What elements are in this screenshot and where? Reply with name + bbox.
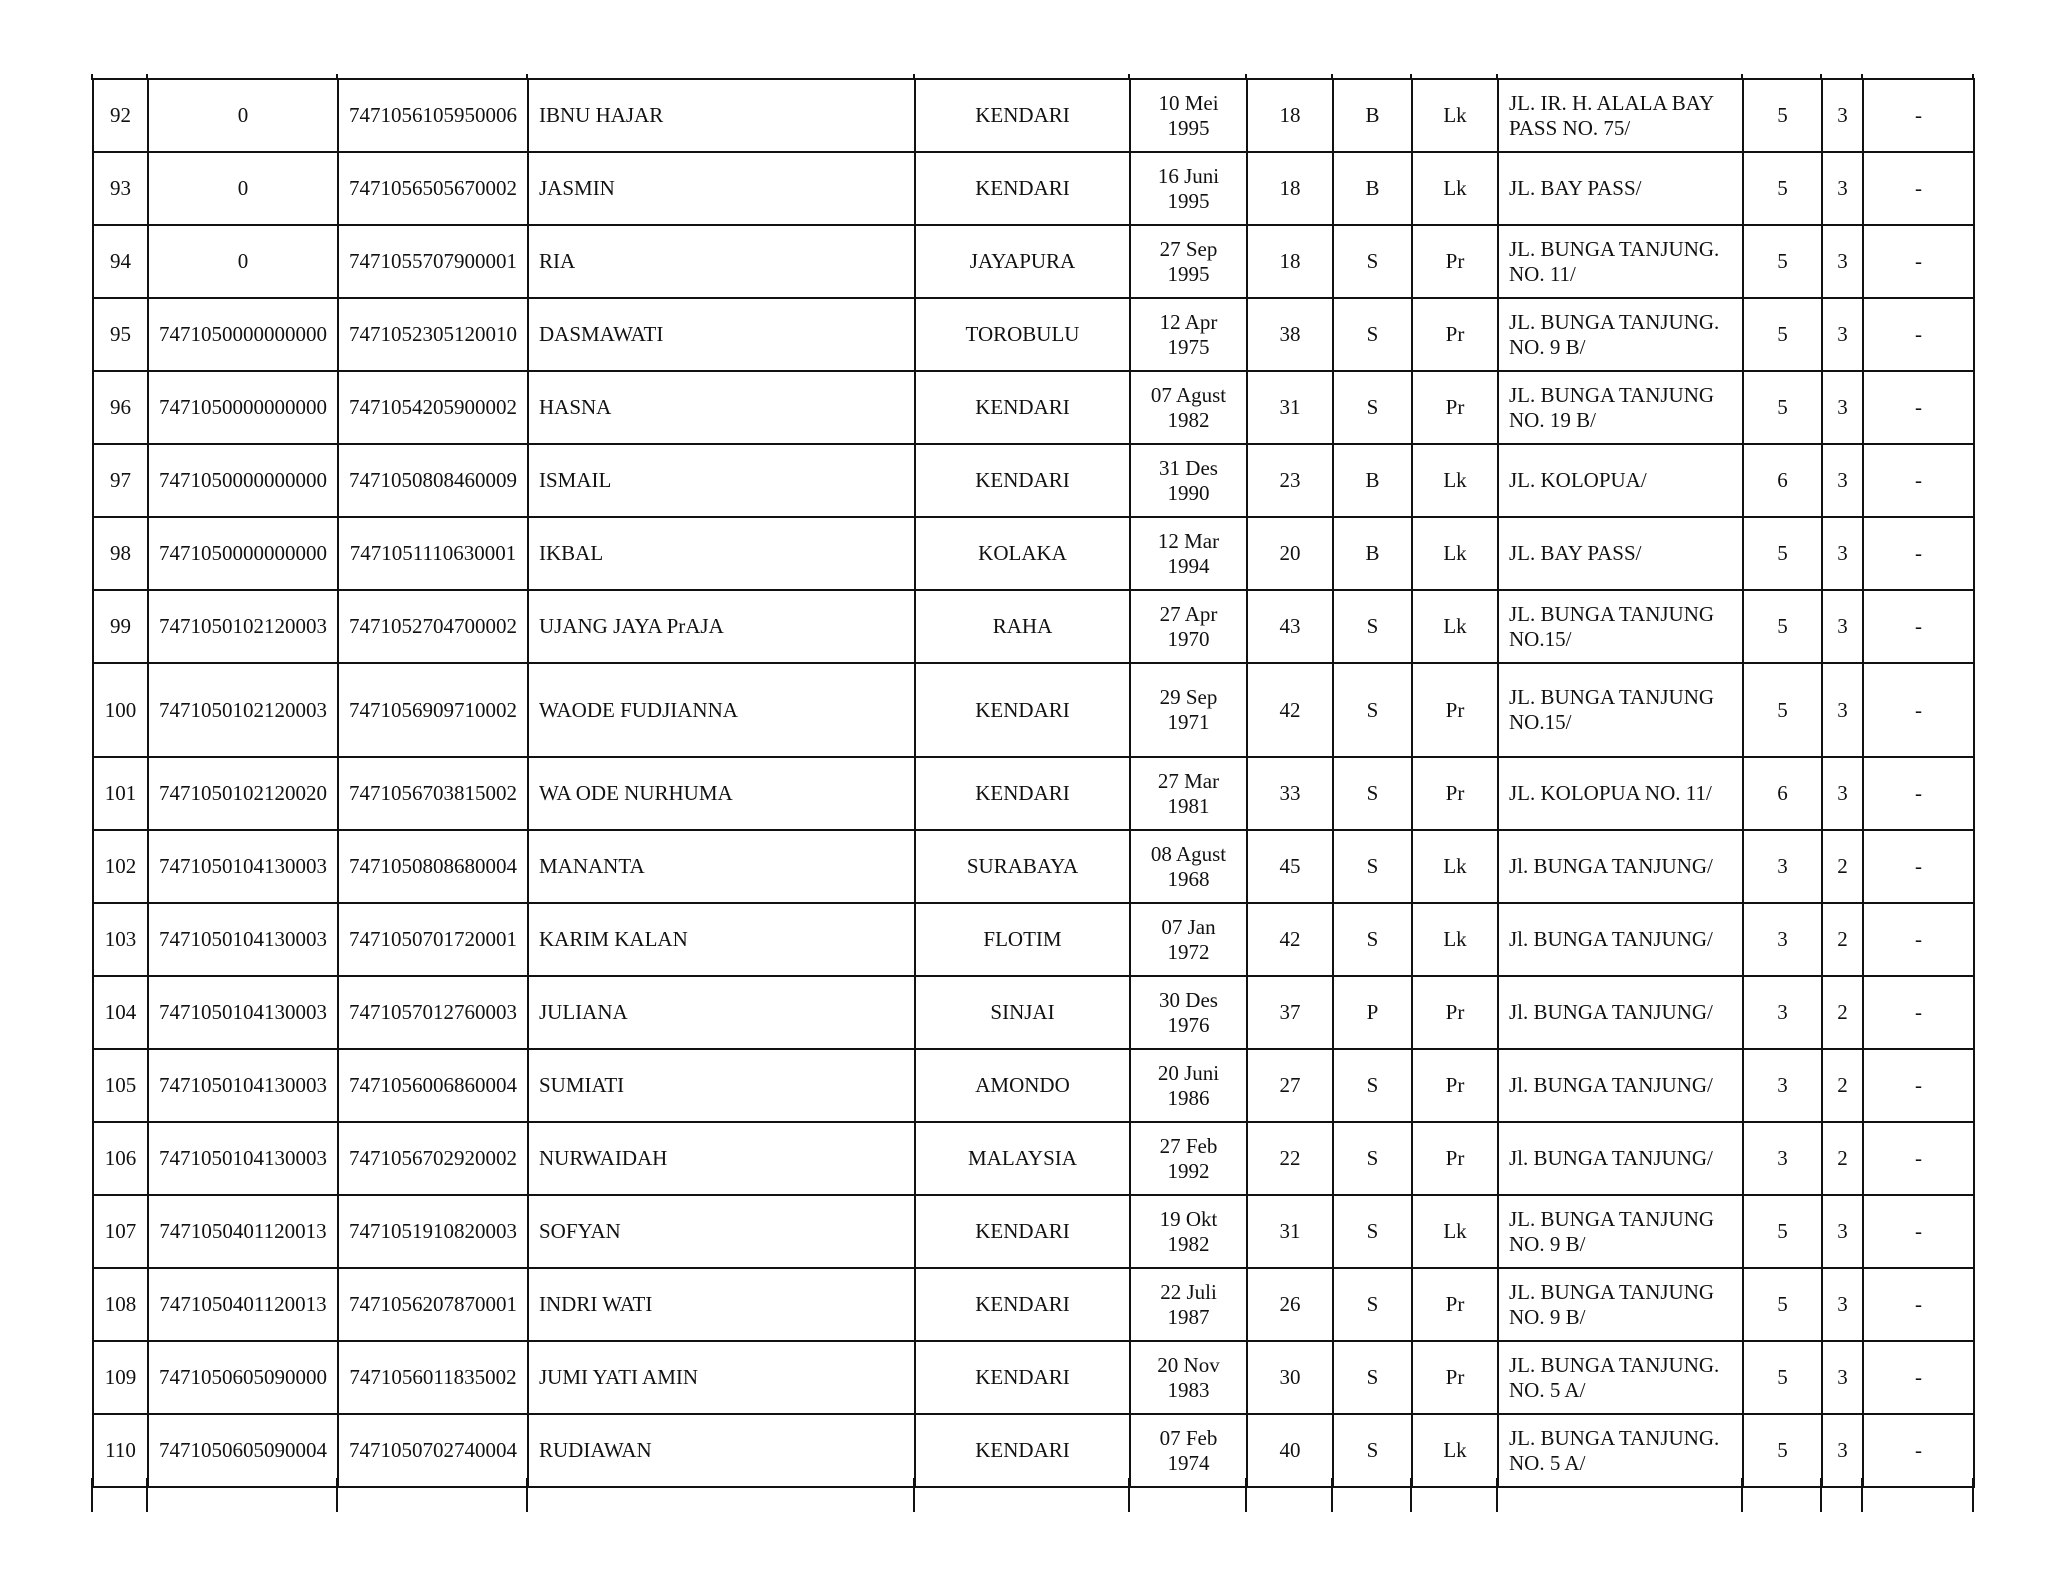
cell-place: FLOTIM xyxy=(915,903,1130,976)
cell-date: 27 Apr 1970 xyxy=(1130,590,1247,663)
table-row xyxy=(93,298,1974,371)
cell-place: SINJAI xyxy=(915,976,1130,1049)
cell-sex: Pr xyxy=(1412,1341,1498,1414)
cell-nik: 7471056105950006 xyxy=(338,79,528,152)
cell-name: WAODE FUDJIANNA xyxy=(528,663,915,757)
cell-rw: 3 xyxy=(1822,757,1863,830)
cell-no: 102 xyxy=(93,830,148,903)
continuation-line xyxy=(1128,1478,1130,1512)
cell-kk: 7471050104130003 xyxy=(148,903,338,976)
cell-nik: 7471051910820003 xyxy=(338,1195,528,1268)
cell-age: 31 xyxy=(1247,1195,1333,1268)
cell-status: S xyxy=(1333,1341,1412,1414)
cell-kk: 7471050104130003 xyxy=(148,1049,338,1122)
cell-address: JL. BUNGA TANJUNG NO. 9 B/ xyxy=(1498,1268,1743,1341)
cell-name: IBNU HAJAR xyxy=(528,79,915,152)
cell-date: 08 Agust 1968 xyxy=(1130,830,1247,903)
cell-rt: 5 xyxy=(1743,1268,1822,1341)
cell-nik: 7471056207870001 xyxy=(338,1268,528,1341)
cell-place: KENDARI xyxy=(915,1195,1130,1268)
cell-age: 40 xyxy=(1247,1414,1333,1487)
header-tick xyxy=(526,74,528,80)
cell-name: WA ODE NURHUMA xyxy=(528,757,915,830)
cell-rt: 5 xyxy=(1743,298,1822,371)
cell-name: RIA xyxy=(528,225,915,298)
cell-status: P xyxy=(1333,976,1412,1049)
cell-sex: Pr xyxy=(1412,371,1498,444)
cell-rt: 3 xyxy=(1743,903,1822,976)
cell-kk: 7471050102120020 xyxy=(148,757,338,830)
cell-rw: 3 xyxy=(1822,444,1863,517)
cell-no: 108 xyxy=(93,1268,148,1341)
cell-no: 105 xyxy=(93,1049,148,1122)
cell-name: INDRI WATI xyxy=(528,1268,915,1341)
cell-rt: 5 xyxy=(1743,1414,1822,1487)
continuation-line xyxy=(526,1478,528,1512)
cell-address: Jl. BUNGA TANJUNG/ xyxy=(1498,976,1743,1049)
cell-note: - xyxy=(1863,590,1974,663)
cell-rt: 5 xyxy=(1743,1341,1822,1414)
table-row xyxy=(93,1122,1974,1195)
header-tick xyxy=(1331,74,1333,80)
cell-age: 27 xyxy=(1247,1049,1333,1122)
cell-address: Jl. BUNGA TANJUNG/ xyxy=(1498,903,1743,976)
cell-status: S xyxy=(1333,371,1412,444)
cell-no: 107 xyxy=(93,1195,148,1268)
header-tick xyxy=(1410,74,1412,80)
cell-rt: 3 xyxy=(1743,976,1822,1049)
cell-age: 43 xyxy=(1247,590,1333,663)
cell-nik: 7471050702740004 xyxy=(338,1414,528,1487)
cell-rw: 3 xyxy=(1822,1195,1863,1268)
cell-address: JL. IR. H. ALALA BAY PASS NO. 75/ xyxy=(1498,79,1743,152)
cell-note: - xyxy=(1863,298,1974,371)
continuation-line xyxy=(336,1478,338,1512)
continuation-line xyxy=(1331,1478,1333,1512)
cell-place: RAHA xyxy=(915,590,1130,663)
cell-nik: 7471056909710002 xyxy=(338,663,528,757)
cell-status: S xyxy=(1333,663,1412,757)
cell-date: 27 Mar 1981 xyxy=(1130,757,1247,830)
table-row xyxy=(93,152,1974,225)
cell-kk: 7471050102120003 xyxy=(148,663,338,757)
cell-rt: 5 xyxy=(1743,152,1822,225)
cell-rw: 3 xyxy=(1822,79,1863,152)
cell-age: 42 xyxy=(1247,663,1333,757)
cell-nik: 7471050808680004 xyxy=(338,830,528,903)
cell-no: 95 xyxy=(93,298,148,371)
cell-no: 93 xyxy=(93,152,148,225)
cell-sex: Pr xyxy=(1412,1268,1498,1341)
table-row xyxy=(93,903,1974,976)
table-row xyxy=(93,371,1974,444)
cell-status: S xyxy=(1333,757,1412,830)
cell-place: KENDARI xyxy=(915,663,1130,757)
cell-date: 22 Juli 1987 xyxy=(1130,1268,1247,1341)
cell-note: - xyxy=(1863,663,1974,757)
cell-status: B xyxy=(1333,517,1412,590)
cell-sex: Pr xyxy=(1412,757,1498,830)
cell-rw: 2 xyxy=(1822,830,1863,903)
cell-rw: 3 xyxy=(1822,517,1863,590)
cell-name: SUMIATI xyxy=(528,1049,915,1122)
cell-note: - xyxy=(1863,1341,1974,1414)
cell-rt: 3 xyxy=(1743,1122,1822,1195)
table-row xyxy=(93,1049,1974,1122)
cell-sex: Lk xyxy=(1412,79,1498,152)
cell-age: 26 xyxy=(1247,1268,1333,1341)
cell-nik: 7471050808460009 xyxy=(338,444,528,517)
cell-note: - xyxy=(1863,79,1974,152)
cell-place: AMONDO xyxy=(915,1049,1130,1122)
cell-rt: 5 xyxy=(1743,663,1822,757)
cell-kk: 7471050401120013 xyxy=(148,1268,338,1341)
cell-rw: 2 xyxy=(1822,903,1863,976)
cell-place: KENDARI xyxy=(915,1341,1130,1414)
cell-date: 31 Des 1990 xyxy=(1130,444,1247,517)
cell-address: JL. BAY PASS/ xyxy=(1498,152,1743,225)
cell-address: JL. BUNGA TANJUNG NO. 19 B/ xyxy=(1498,371,1743,444)
header-tick xyxy=(1496,74,1498,80)
cell-status: S xyxy=(1333,1195,1412,1268)
cell-no: 101 xyxy=(93,757,148,830)
table-row xyxy=(93,976,1974,1049)
cell-rw: 3 xyxy=(1822,298,1863,371)
cell-kk: 0 xyxy=(148,79,338,152)
cell-note: - xyxy=(1863,1049,1974,1122)
cell-kk: 7471050000000000 xyxy=(148,444,338,517)
cell-kk: 7471050104130003 xyxy=(148,1122,338,1195)
cell-age: 20 xyxy=(1247,517,1333,590)
cell-no: 92 xyxy=(93,79,148,152)
cell-sex: Pr xyxy=(1412,298,1498,371)
cell-sex: Lk xyxy=(1412,152,1498,225)
cell-date: 12 Mar 1994 xyxy=(1130,517,1247,590)
cell-rt: 3 xyxy=(1743,1049,1822,1122)
cell-name: DASMAWATI xyxy=(528,298,915,371)
table-row xyxy=(93,79,1974,152)
cell-date: 12 Apr 1975 xyxy=(1130,298,1247,371)
cell-nik: 7471052305120010 xyxy=(338,298,528,371)
cell-age: 30 xyxy=(1247,1341,1333,1414)
cell-status: S xyxy=(1333,225,1412,298)
cell-no: 96 xyxy=(93,371,148,444)
cell-status: B xyxy=(1333,152,1412,225)
cell-date: 20 Juni 1986 xyxy=(1130,1049,1247,1122)
cell-nik: 7471056702920002 xyxy=(338,1122,528,1195)
cell-date: 07 Agust 1982 xyxy=(1130,371,1247,444)
table-row xyxy=(93,517,1974,590)
cell-nik: 7471052704700002 xyxy=(338,590,528,663)
cell-nik: 7471057012760003 xyxy=(338,976,528,1049)
header-tick xyxy=(1861,74,1863,80)
cell-rt: 6 xyxy=(1743,757,1822,830)
cell-note: - xyxy=(1863,1268,1974,1341)
cell-no: 99 xyxy=(93,590,148,663)
cell-age: 18 xyxy=(1247,225,1333,298)
cell-age: 38 xyxy=(1247,298,1333,371)
cell-status: S xyxy=(1333,1122,1412,1195)
cell-nik: 7471056011835002 xyxy=(338,1341,528,1414)
cell-no: 97 xyxy=(93,444,148,517)
cell-nik: 7471055707900001 xyxy=(338,225,528,298)
cell-name: JULIANA xyxy=(528,976,915,1049)
cell-address: JL. BUNGA TANJUNG NO.15/ xyxy=(1498,590,1743,663)
cell-note: - xyxy=(1863,152,1974,225)
cell-kk: 7471050104130003 xyxy=(148,830,338,903)
cell-rt: 5 xyxy=(1743,371,1822,444)
cell-nik: 7471054205900002 xyxy=(338,371,528,444)
cell-age: 33 xyxy=(1247,757,1333,830)
continuation-line xyxy=(1496,1478,1498,1512)
cell-rt: 5 xyxy=(1743,1195,1822,1268)
continuation-line xyxy=(1972,1478,1974,1512)
cell-sex: Lk xyxy=(1412,1195,1498,1268)
cell-address: Jl. BUNGA TANJUNG/ xyxy=(1498,830,1743,903)
cell-kk: 7471050000000000 xyxy=(148,371,338,444)
cell-status: S xyxy=(1333,830,1412,903)
cell-status: S xyxy=(1333,1268,1412,1341)
cell-note: - xyxy=(1863,444,1974,517)
cell-place: JAYAPURA xyxy=(915,225,1130,298)
header-tick xyxy=(336,74,338,80)
cell-no: 109 xyxy=(93,1341,148,1414)
cell-address: JL. KOLOPUA NO. 11/ xyxy=(1498,757,1743,830)
cell-sex: Pr xyxy=(1412,1049,1498,1122)
cell-name: JASMIN xyxy=(528,152,915,225)
cell-rt: 5 xyxy=(1743,517,1822,590)
cell-kk: 7471050605090000 xyxy=(148,1341,338,1414)
cell-date: 27 Sep 1995 xyxy=(1130,225,1247,298)
table-row xyxy=(93,663,1974,757)
cell-nik: 7471050701720001 xyxy=(338,903,528,976)
cell-rt: 5 xyxy=(1743,590,1822,663)
cell-place: MALAYSIA xyxy=(915,1122,1130,1195)
table-row xyxy=(93,830,1974,903)
cell-sex: Lk xyxy=(1412,590,1498,663)
cell-no: 94 xyxy=(93,225,148,298)
cell-no: 100 xyxy=(93,663,148,757)
cell-note: - xyxy=(1863,1414,1974,1487)
cell-date: 27 Feb 1992 xyxy=(1130,1122,1247,1195)
cell-status: B xyxy=(1333,79,1412,152)
continuation-line xyxy=(913,1478,915,1512)
cell-address: JL. BUNGA TANJUNG. NO. 9 B/ xyxy=(1498,298,1743,371)
cell-name: HASNA xyxy=(528,371,915,444)
header-tick xyxy=(1245,74,1247,80)
cell-address: JL. KOLOPUA/ xyxy=(1498,444,1743,517)
cell-note: - xyxy=(1863,976,1974,1049)
cell-place: KENDARI xyxy=(915,371,1130,444)
cell-name: IKBAL xyxy=(528,517,915,590)
cell-note: - xyxy=(1863,1195,1974,1268)
cell-place: KENDARI xyxy=(915,1268,1130,1341)
cell-sex: Lk xyxy=(1412,444,1498,517)
cell-age: 22 xyxy=(1247,1122,1333,1195)
cell-place: KENDARI xyxy=(915,79,1130,152)
cell-age: 42 xyxy=(1247,903,1333,976)
cell-age: 31 xyxy=(1247,371,1333,444)
cell-note: - xyxy=(1863,517,1974,590)
continuation-line xyxy=(91,1478,93,1512)
cell-note: - xyxy=(1863,1122,1974,1195)
header-tick xyxy=(1128,74,1130,80)
cell-rt: 5 xyxy=(1743,79,1822,152)
resident-table xyxy=(92,78,1975,1488)
cell-place: KENDARI xyxy=(915,152,1130,225)
cell-rw: 3 xyxy=(1822,1414,1863,1487)
cell-sex: Lk xyxy=(1412,830,1498,903)
cell-status: S xyxy=(1333,590,1412,663)
cell-status: S xyxy=(1333,903,1412,976)
cell-rt: 5 xyxy=(1743,225,1822,298)
cell-rt: 6 xyxy=(1743,444,1822,517)
continuation-line xyxy=(146,1478,148,1512)
cell-address: Jl. BUNGA TANJUNG/ xyxy=(1498,1122,1743,1195)
continuation-line xyxy=(1410,1478,1412,1512)
header-tick xyxy=(1972,74,1974,80)
cell-date: 16 Juni 1995 xyxy=(1130,152,1247,225)
cell-kk: 7471050401120013 xyxy=(148,1195,338,1268)
cell-sex: Lk xyxy=(1412,903,1498,976)
cell-note: - xyxy=(1863,225,1974,298)
cell-kk: 0 xyxy=(148,152,338,225)
cell-date: 30 Des 1976 xyxy=(1130,976,1247,1049)
cell-address: JL. BUNGA TANJUNG. NO. 5 A/ xyxy=(1498,1414,1743,1487)
cell-sex: Pr xyxy=(1412,1122,1498,1195)
cell-note: - xyxy=(1863,757,1974,830)
cell-rw: 2 xyxy=(1822,1049,1863,1122)
table-row xyxy=(93,1268,1974,1341)
cell-kk: 7471050605090004 xyxy=(148,1414,338,1487)
cell-name: SOFYAN xyxy=(528,1195,915,1268)
cell-name: NURWAIDAH xyxy=(528,1122,915,1195)
cell-rw: 2 xyxy=(1822,1122,1863,1195)
cell-address: JL. BUNGA TANJUNG. NO. 11/ xyxy=(1498,225,1743,298)
cell-address: JL. BAY PASS/ xyxy=(1498,517,1743,590)
header-tick xyxy=(913,74,915,80)
continuation-line xyxy=(1861,1478,1863,1512)
table-row xyxy=(93,590,1974,663)
cell-date: 20 Nov 1983 xyxy=(1130,1341,1247,1414)
cell-nik: 7471056505670002 xyxy=(338,152,528,225)
cell-date: 10 Mei 1995 xyxy=(1130,79,1247,152)
cell-rw: 3 xyxy=(1822,225,1863,298)
cell-status: S xyxy=(1333,298,1412,371)
cell-no: 106 xyxy=(93,1122,148,1195)
cell-name: RUDIAWAN xyxy=(528,1414,915,1487)
cell-place: SURABAYA xyxy=(915,830,1130,903)
cell-name: KARIM KALAN xyxy=(528,903,915,976)
cell-rw: 3 xyxy=(1822,152,1863,225)
cell-place: TOROBULU xyxy=(915,298,1130,371)
table-row xyxy=(93,1341,1974,1414)
cell-name: UJANG JAYA PrAJA xyxy=(528,590,915,663)
cell-age: 18 xyxy=(1247,79,1333,152)
cell-address: JL. BUNGA TANJUNG NO.15/ xyxy=(1498,663,1743,757)
cell-status: B xyxy=(1333,444,1412,517)
cell-rw: 3 xyxy=(1822,1268,1863,1341)
cell-age: 18 xyxy=(1247,152,1333,225)
cell-nik: 7471051110630001 xyxy=(338,517,528,590)
cell-kk: 7471050000000000 xyxy=(148,517,338,590)
cell-no: 98 xyxy=(93,517,148,590)
cell-age: 23 xyxy=(1247,444,1333,517)
cell-name: JUMI YATI AMIN xyxy=(528,1341,915,1414)
cell-date: 29 Sep 1971 xyxy=(1130,663,1247,757)
cell-status: S xyxy=(1333,1414,1412,1487)
cell-no: 103 xyxy=(93,903,148,976)
cell-sex: Pr xyxy=(1412,663,1498,757)
cell-date: 07 Jan 1972 xyxy=(1130,903,1247,976)
cell-rw: 2 xyxy=(1822,976,1863,1049)
table-row xyxy=(93,757,1974,830)
cell-rw: 3 xyxy=(1822,1341,1863,1414)
cell-age: 37 xyxy=(1247,976,1333,1049)
cell-name: MANANTA xyxy=(528,830,915,903)
cell-rw: 3 xyxy=(1822,371,1863,444)
header-tick xyxy=(91,74,93,80)
cell-age: 45 xyxy=(1247,830,1333,903)
cell-no: 104 xyxy=(93,976,148,1049)
cell-rw: 3 xyxy=(1822,663,1863,757)
header-tick xyxy=(1741,74,1743,80)
cell-date: 19 Okt 1982 xyxy=(1130,1195,1247,1268)
cell-place: KENDARI xyxy=(915,757,1130,830)
table-row xyxy=(93,1195,1974,1268)
cell-place: KENDARI xyxy=(915,1414,1130,1487)
cell-sex: Lk xyxy=(1412,517,1498,590)
cell-rw: 3 xyxy=(1822,590,1863,663)
cell-kk: 7471050102120003 xyxy=(148,590,338,663)
cell-rt: 3 xyxy=(1743,830,1822,903)
cell-address: JL. BUNGA TANJUNG. NO. 5 A/ xyxy=(1498,1341,1743,1414)
table-body xyxy=(93,79,1974,1487)
cell-note: - xyxy=(1863,830,1974,903)
cell-nik: 7471056703815002 xyxy=(338,757,528,830)
cell-sex: Pr xyxy=(1412,976,1498,1049)
header-tick xyxy=(146,74,148,80)
cell-note: - xyxy=(1863,371,1974,444)
cell-kk: 7471050000000000 xyxy=(148,298,338,371)
cell-nik: 7471056006860004 xyxy=(338,1049,528,1122)
cell-sex: Pr xyxy=(1412,225,1498,298)
cell-place: KOLAKA xyxy=(915,517,1130,590)
cell-kk: 7471050104130003 xyxy=(148,976,338,1049)
cell-address: Jl. BUNGA TANJUNG/ xyxy=(1498,1049,1743,1122)
cell-address: JL. BUNGA TANJUNG NO. 9 B/ xyxy=(1498,1195,1743,1268)
cell-name: ISMAIL xyxy=(528,444,915,517)
table-row xyxy=(93,225,1974,298)
table-row xyxy=(93,1414,1974,1487)
cell-place: KENDARI xyxy=(915,444,1130,517)
cell-sex: Lk xyxy=(1412,1414,1498,1487)
cell-no: 110 xyxy=(93,1414,148,1487)
cell-date: 07 Feb 1974 xyxy=(1130,1414,1247,1487)
cell-status: S xyxy=(1333,1049,1412,1122)
table-row xyxy=(93,444,1974,517)
continuation-line xyxy=(1245,1478,1247,1512)
continuation-line xyxy=(1741,1478,1743,1512)
cell-kk: 0 xyxy=(148,225,338,298)
continuation-line xyxy=(1820,1478,1822,1512)
cell-note: - xyxy=(1863,903,1974,976)
header-tick xyxy=(1820,74,1822,80)
